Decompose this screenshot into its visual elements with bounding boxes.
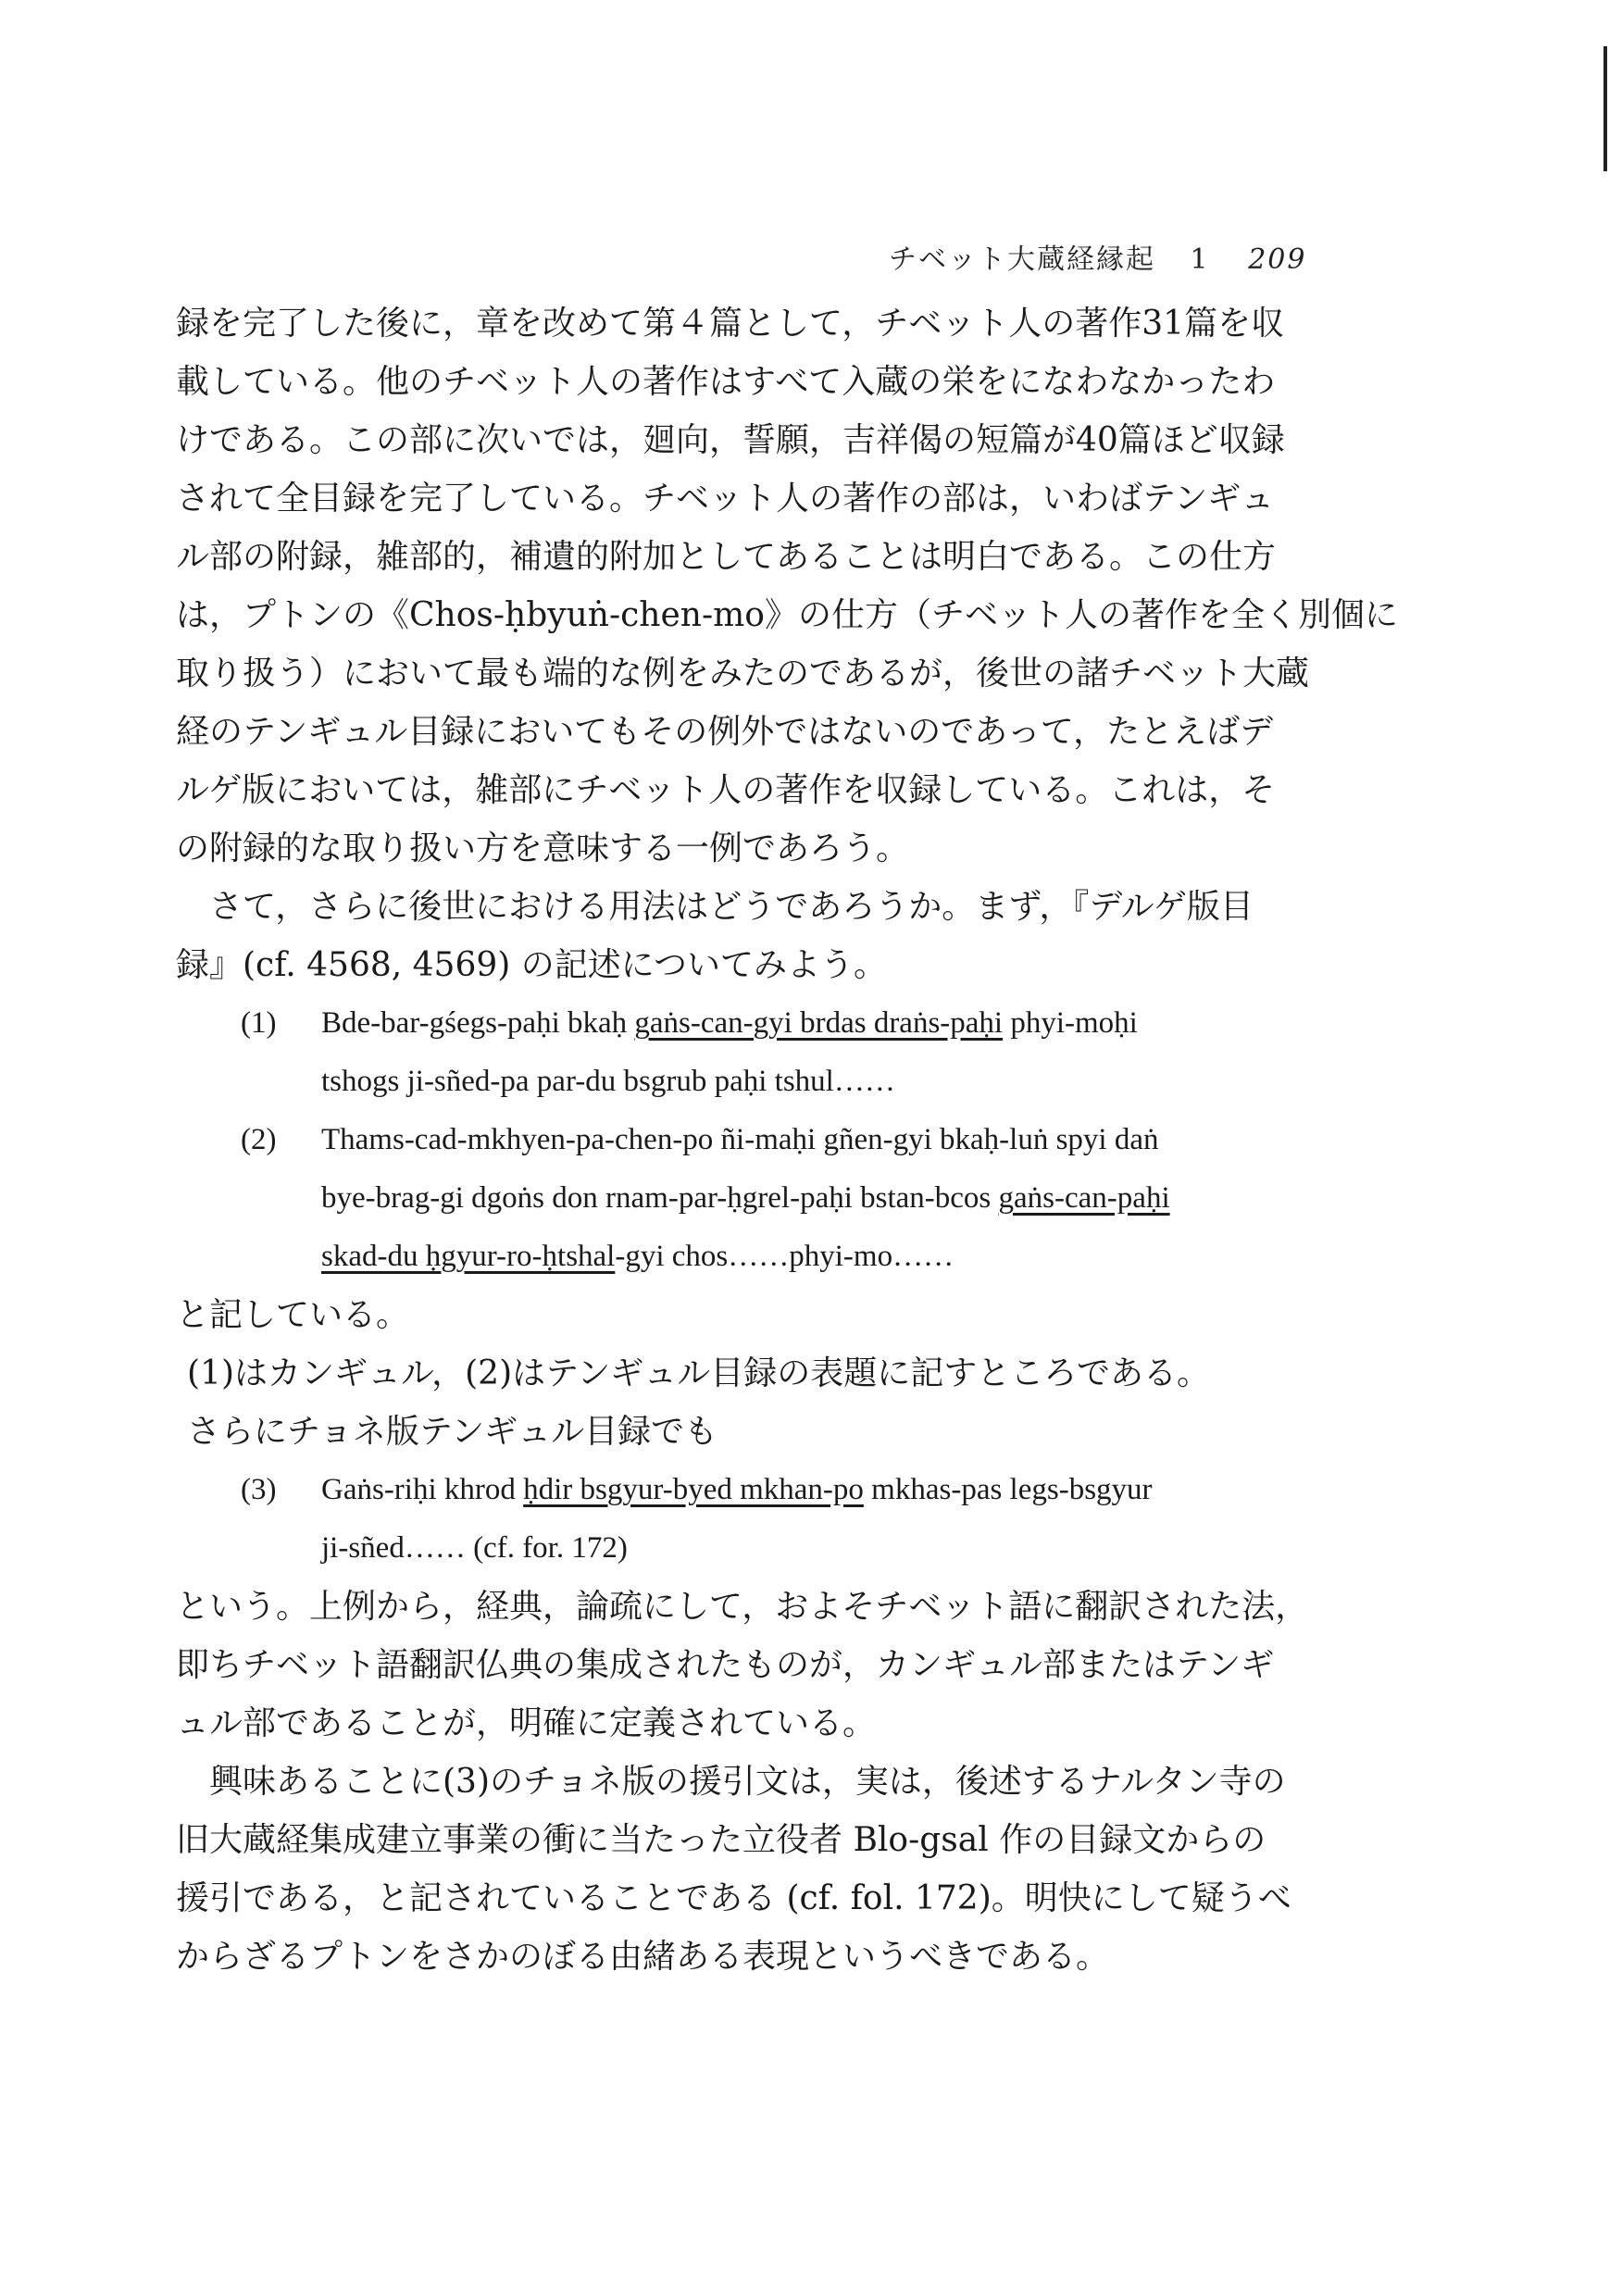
text-line: という。上例から，経典，論疏にして，およそチベット語に翻訳された法，: [176, 1588, 1309, 1626]
example-number: (1): [241, 1006, 277, 1040]
example-number: (2): [241, 1123, 277, 1156]
text-line: けである。この部に次いでは，廻向，誓願，吉祥偈の短篇が40篇ほど収録: [176, 421, 1285, 459]
example-underlined: ḥdir bsgyur-byed mkhan-po: [523, 1473, 864, 1506]
example-segment: phyi-moḥi: [1003, 1006, 1138, 1040]
example-segment: -gyi chos……phyi-mo……: [615, 1240, 954, 1273]
text-line: ュル部であることが，明確に定義されている。: [176, 1704, 877, 1742]
example-segment: mkhas-pas legs-bsgyur: [863, 1473, 1153, 1506]
text-line: さて，さらに後世における用法はどうであろうか。まず，『デルゲ版目: [209, 888, 1254, 926]
example-text: [310, 1461, 1153, 1519]
paragraph-2: [176, 878, 1324, 994]
running-title: チベット大蔵経縁起: [889, 243, 1155, 276]
paragraph-3: [176, 1578, 1324, 1753]
text-line: 載している。他のチベット人の著作はすべて入蔵の栄をになわなかったわ: [176, 363, 1276, 401]
example-number: (3): [241, 1473, 277, 1506]
paragraph-1: [176, 294, 1398, 878]
example-underlined: skad-du ḥgyur-ro-ḥtshal: [321, 1240, 616, 1273]
example-1-cont: tshogs ji-sñed-pa par-du bsgrub paḥi tshul……: [321, 1065, 895, 1098]
main-text: [176, 294, 1398, 1986]
page-number: 209: [1248, 243, 1307, 276]
scan-edge-mark: [1603, 46, 1607, 171]
example-underlined: gaṅs-can-gyi brdas draṅs-paḥi: [634, 1006, 1004, 1040]
text-line: 即ちチベット語翻訳仏典の集成されたものが，カンギュル部またはテンギ: [176, 1646, 1275, 1684]
text-line: ルゲ版においては，雑部にチベット人の著作を収録している。これは，そ: [176, 771, 1276, 809]
example-segment: bye-brag-gi dgoṅs don rnam-par-ḥgrel-paḥi bstan-bcos: [321, 1181, 999, 1215]
example-segment: Gaṅs-riḥi khrod: [321, 1473, 524, 1506]
text-line: 旧大蔵経集成建立事業の衝に当たった立役者 Blo-gsal 作の目録文からの: [176, 1821, 1266, 1859]
example-2-cont: [176, 1169, 1324, 1228]
text-line: は，プトンの《Chos-ḥbyuṅ-chen-mo》の仕方（チベット人の著作を全く別個に: [176, 596, 1398, 634]
text-line: ル部の附録，雑部的，補遺的附加としてあることは明白である。この仕方: [176, 538, 1277, 576]
sentence: と記している。: [176, 1296, 410, 1334]
section-number: 1: [1190, 243, 1210, 276]
text-line: 援引である，と記されていることである (cf. fol. 172)。明快にして疑うべ: [176, 1879, 1291, 1917]
sentence: (1)はカンギュル，(2)はテンギュル目録の表題に記すところである。: [187, 1354, 1210, 1392]
example-3-cont: ji-sñed…… (cf. for. 172): [321, 1531, 628, 1565]
text-line: 録』(cf. 4568, 4569) の記述についてみよう。: [176, 946, 888, 984]
example-2: [176, 1111, 1324, 1169]
example-text: [310, 994, 1138, 1053]
example-1: [176, 994, 1324, 1053]
text-line: 取り扱う）において最も端的な例をみたのであるが，後世の諸チベット大蔵: [176, 655, 1310, 693]
running-header: [889, 236, 1306, 277]
example-segment: Bde-bar-gśegs-paḥi bkaḥ: [321, 1006, 635, 1040]
text-line: からざるプトンをさかのぼる由緒ある表現というべきである。: [176, 1938, 1110, 1976]
text-line: 経のテンギュル目録においてもその例外ではないのであって，たとえばデ: [176, 713, 1274, 751]
paragraph-4: [176, 1753, 1324, 1986]
example-2-cont2: [176, 1228, 1324, 1286]
text-line: されて全目録を完了している。チベット人の著作の部は，いわばテンギュ: [176, 480, 1275, 518]
example-3: [176, 1461, 1324, 1519]
text-line: の附録的な取り扱い方を意味する一例であろう。: [176, 830, 910, 867]
example-underlined: gaṅs-can-paḥi: [998, 1181, 1170, 1215]
example-text: Thams-cad-mkhyen-pa-chen-po ñi-maḥi gñen-gyi bkaḥ-luṅ spyi daṅ: [321, 1123, 1159, 1156]
sentence: さらにチョネ版テンギュル目録でも: [187, 1413, 718, 1451]
text-line: 興味あることに(3)のチョネ版の援引文は，実は，後述するナルタン寺の: [209, 1763, 1286, 1801]
text-line: 録を完了した後に，章を改めて第４篇として，チベット人の著作31篇を収: [176, 305, 1285, 343]
